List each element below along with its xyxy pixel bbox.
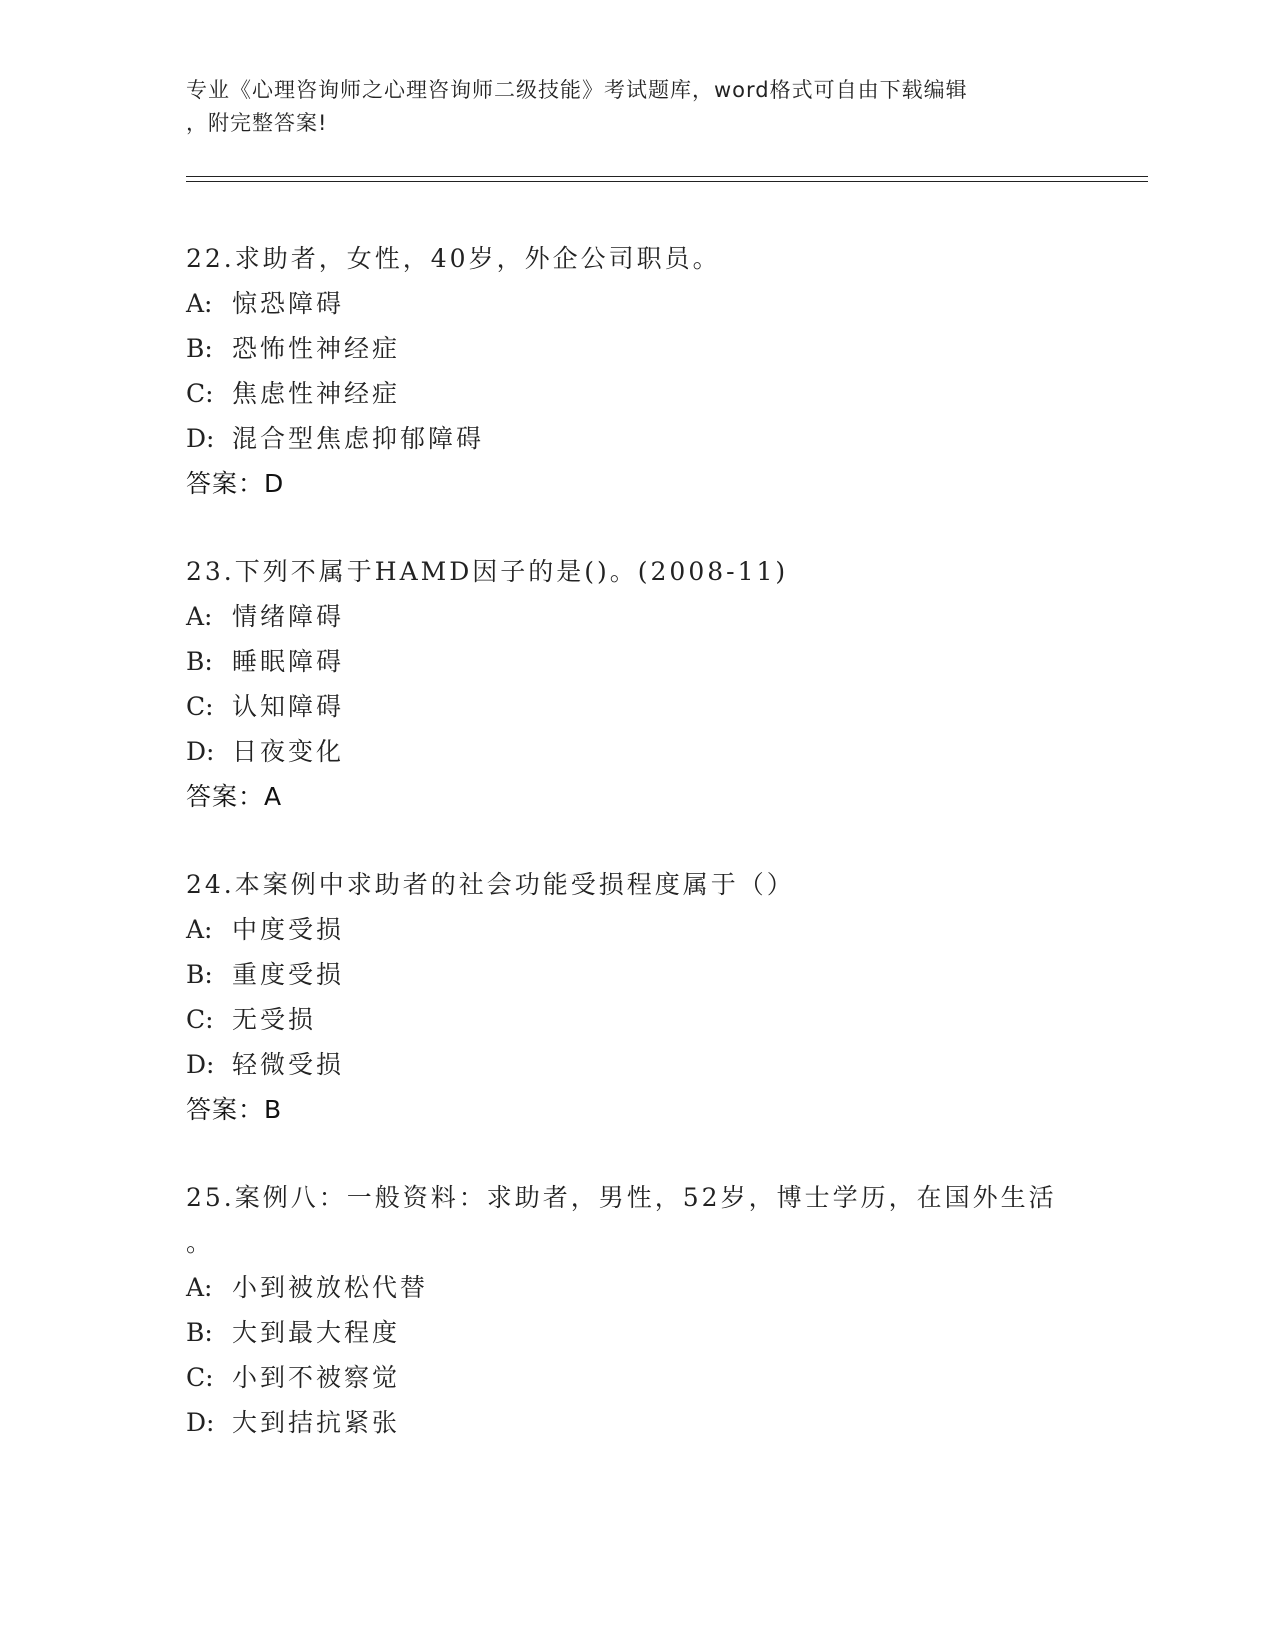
- question-23: [186, 549, 1116, 819]
- question-text: [186, 1175, 1116, 1220]
- option-key: B:: [186, 334, 213, 363]
- option-d: [186, 416, 1116, 461]
- option-c: [186, 997, 1116, 1042]
- option-b: [186, 1310, 1116, 1355]
- question-stem: 本案例中求助者的社会功能受损程度属于（）: [234, 870, 795, 899]
- option-text: 小到不被察觉: [232, 1363, 401, 1392]
- option-text: 情绪障碍: [232, 602, 345, 631]
- option-key: C:: [186, 692, 214, 721]
- question-number: 24.: [186, 870, 235, 899]
- option-text: 惊恐障碍: [232, 289, 345, 318]
- question-stem: 求助者，女性，40岁，外企公司职员。: [234, 244, 721, 273]
- option-key: A:: [186, 289, 213, 318]
- question-text: [186, 549, 1116, 594]
- option-key: A:: [186, 1273, 213, 1302]
- question-24: [186, 862, 1116, 1132]
- option-text: 焦虑性神经症: [232, 379, 401, 408]
- option-d: [186, 729, 1116, 774]
- option-a: [186, 281, 1116, 326]
- answer-label: 答案：B: [186, 1095, 283, 1124]
- option-text: 重度受损: [232, 960, 345, 989]
- option-b: [186, 952, 1116, 997]
- option-d: [186, 1400, 1116, 1445]
- question-text-continuation: 。: [186, 1228, 215, 1257]
- option-text: 轻微受损: [232, 1050, 345, 1079]
- option-text: 无受损: [232, 1005, 317, 1034]
- option-c: [186, 371, 1116, 416]
- header-divider-bottom: [186, 181, 1148, 182]
- option-d: [186, 1042, 1116, 1087]
- option-text: 睡眠障碍: [232, 647, 345, 676]
- option-text: 日夜变化: [232, 737, 345, 766]
- question-stem: 案例八：一般资料：求助者，男性，52岁，博士学历，在国外生活: [234, 1183, 1057, 1212]
- header-line-2: ，附完整答案!: [186, 111, 328, 135]
- option-key: B:: [186, 647, 213, 676]
- option-text: 中度受损: [232, 915, 345, 944]
- option-a: [186, 907, 1116, 952]
- option-b: [186, 326, 1116, 371]
- option-text: 认知障碍: [232, 692, 345, 721]
- option-key: D:: [186, 737, 215, 766]
- option-text: 混合型焦虑抑郁障碍: [232, 424, 485, 453]
- option-c: [186, 684, 1116, 729]
- option-key: B:: [186, 960, 213, 989]
- option-text: 小到被放松代替: [232, 1273, 429, 1302]
- option-key: A:: [186, 602, 213, 631]
- question-list: [186, 236, 1116, 1488]
- option-text: 恐怖性神经症: [232, 334, 401, 363]
- option-a: [186, 594, 1116, 639]
- answer-label: 答案：D: [186, 469, 285, 498]
- option-a: [186, 1265, 1116, 1310]
- option-text: 大到拮抗紧张: [232, 1408, 401, 1437]
- document-header: [186, 74, 1086, 140]
- question-stem: 下列不属于HAMD因子的是()。(2008-11): [234, 557, 789, 586]
- question-number: 25.: [186, 1183, 235, 1212]
- option-key: D:: [186, 1408, 215, 1437]
- option-key: C:: [186, 379, 214, 408]
- header-divider-top: [186, 176, 1148, 177]
- question-22: [186, 236, 1116, 506]
- option-key: C:: [186, 1005, 214, 1034]
- option-key: A:: [186, 915, 213, 944]
- question-25: [186, 1175, 1116, 1445]
- header-line-1: 专业《心理咨询师之心理咨询师二级技能》考试题库，word格式可自由下载编辑: [186, 78, 968, 102]
- option-c: [186, 1355, 1116, 1400]
- option-key: C:: [186, 1363, 214, 1392]
- answer-label: 答案：A: [186, 782, 283, 811]
- question-text: [186, 862, 1116, 907]
- option-text: 大到最大程度: [232, 1318, 401, 1347]
- question-number: 23.: [186, 557, 235, 586]
- option-b: [186, 639, 1116, 684]
- option-key: B:: [186, 1318, 213, 1347]
- option-key: D:: [186, 424, 215, 453]
- question-text: [186, 236, 1116, 281]
- question-number: 22.: [186, 244, 235, 273]
- option-key: D:: [186, 1050, 215, 1079]
